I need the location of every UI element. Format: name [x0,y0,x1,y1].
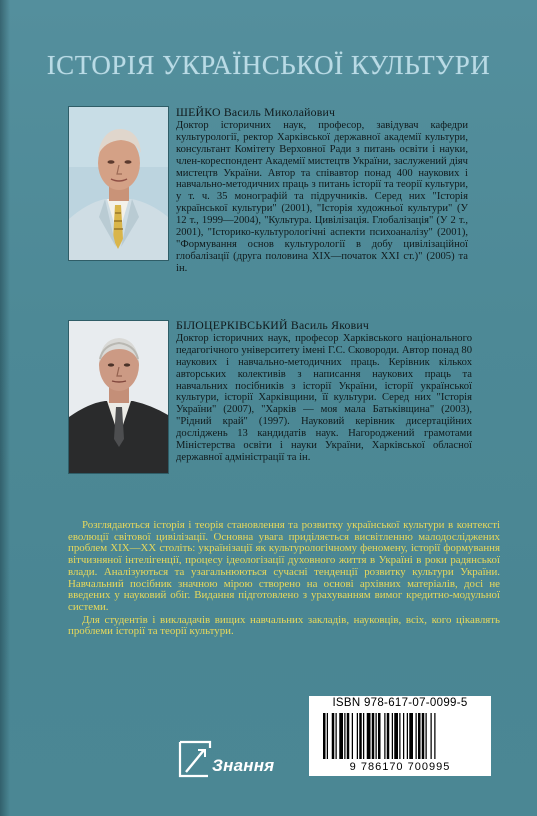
barcode-bar [347,713,350,759]
author-name: БІЛОЦЕРКІВСЬКИЙ Василь Якович [176,318,370,332]
annotation-paragraph: Для студентів і викладачів вищих навчальних закладів, науковців, всіх, кого цікавлять проблеми історії та теорії культури. [68,613,500,638]
author-bio-bilotserkivskyi [176,320,472,464]
barcode-bar [416,713,417,759]
isbn-label: ISBN 978-617-07-0099-5 [332,697,468,709]
barcode-bar [392,713,393,759]
barcode-bar [394,713,398,759]
barcode-bar [418,713,421,759]
barcode-bar [409,713,413,759]
book-annotation [68,520,500,639]
barcode-bar [357,713,358,759]
isbn-barcode [309,696,491,776]
spine-shadow [0,0,10,816]
barcode-bar [336,713,337,759]
publisher-name: Знання [212,756,275,775]
author-bio-text: Доктор історичних наук, професор, завідувач кафедри культурології, ректор Харківської державної академії культури, консультант Комітету Верховної Ради з питань освіти і науки, член-кореспондент Академії мистецтв України, заслужений діяч мистецтв України. Автор та співавтор понад 400 наукових і навчально-методичних праць з питань історії та теорії культури, у т. ч. 35 монографій та підручників. Серед них "Історія української культури" (2001), "Історія художньої культури" (У 12 т., 1999—2004), "Культура. Цивілізація. Глобалізація" (У 2 т., 2001), "Історико-культурологічні аспекти психоаналізу" (2001), "Формування основ культурології в добу цивілізаційної глобалізації (друга половина XIX—початок XXI ст.)" (2005) та ін. [176,119,468,274]
barcode-bar [426,713,427,759]
barcode-bar [403,713,404,759]
barcode-bar [352,713,353,759]
barcode-bar [384,713,385,759]
barcode-bar [367,713,371,759]
barcode-bar [407,713,408,759]
author-photo-bilotserkivskyi [68,320,169,474]
barcode-bar [376,713,377,759]
annotation-paragraph: Розглядаються історія і теорія становлення та розвитку української культури в контексті еволюції світової цивілізації. Основна увага приділяється висвітленню малодосліджених проблем XIX—XX століть: українізації як культурологічному феномену, історії формування вітчизняної інтелігенції, процесу ідеологізації духовного життя в Україні в роки радянської влади. Аналізуються та узагальнюються сучасні тенденції розвитку культури України. Навчальний посібник значною мірою створено на основі архівних матеріалів, досі не введених у науковий обіг. Видання підготовлено з урахуванням вимог кредитно-модульної системи. [68,519,500,613]
barcode-bar [332,713,335,759]
barcode-bar [434,713,435,759]
book-title: ІСТОРІЯ УКРАЇНСЬКОЇ КУЛЬТУРИ [46,50,491,80]
barcode-bar [431,713,432,759]
barcode-bar [363,713,364,759]
barcode-bar [387,713,390,759]
author-name: ШЕЙКО Василь Миколайович [176,105,336,119]
barcode-bar [323,713,326,759]
barcode-bar [378,713,381,759]
publisher-logo [178,738,298,780]
barcode-bar [359,713,362,759]
barcode-bar [327,713,328,759]
author-bio-text: Доктор історичних наук, професор Харківського національного педагогічного університету імені Г.С. Сковороди. Автор понад 80 наукових і навчально-методичних праць. Керівник кількох авторських колективів з написання наукових праць та навчальних посібників з історії України, історії української культури, історії Харківщини, її культури. Серед них "Історія України" (2007), "Харків — моя мала Батьківщина" (2003), "Рідний край" (1997). Науковий керівник дисертаційних досліджень 13 кандидатів наук. Нагороджений грамотами Міністерства освіти і науки України, Харківської обласної державної адміністрації та ін. [176,332,472,463]
ean-number: 9 786170 700995 [349,761,451,773]
barcode-bar [344,713,345,759]
barcode-bar [339,713,343,759]
barcode-bar [399,713,400,759]
barcode-bars [309,711,491,761]
barcode-bar [372,713,375,759]
author-bio-sheiko [176,107,468,275]
author-photo-sheiko [68,106,169,261]
barcode-bar [422,713,425,759]
